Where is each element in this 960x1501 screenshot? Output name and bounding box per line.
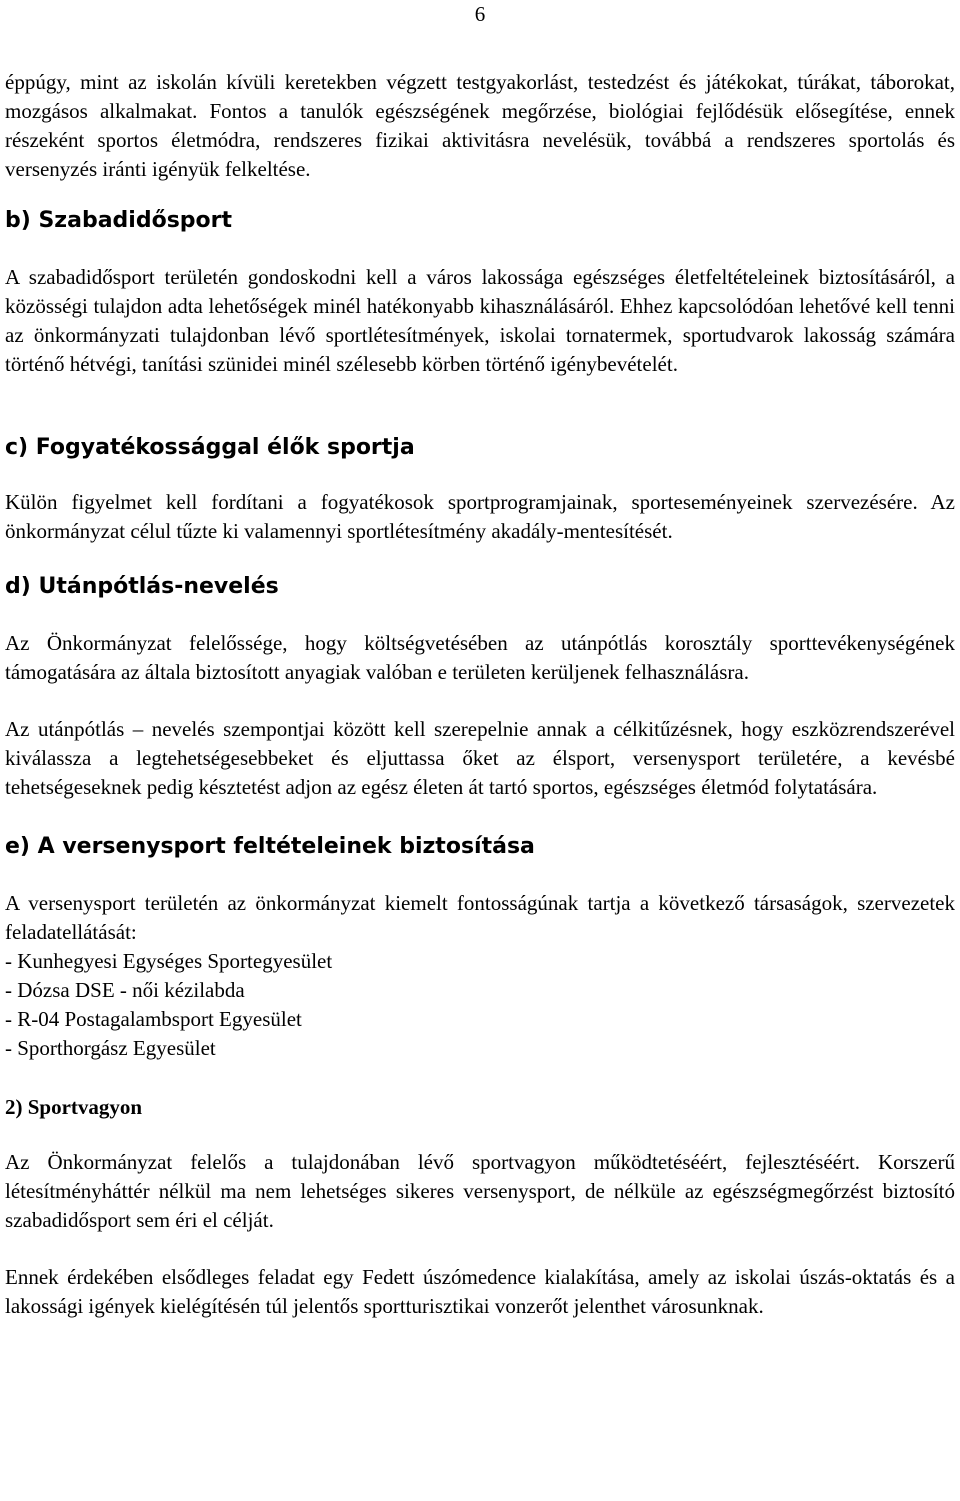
section-2-heading: 2) Sportvagyon bbox=[5, 1095, 143, 1119]
spacer bbox=[5, 1063, 955, 1093]
spacer bbox=[5, 861, 955, 889]
spacer bbox=[5, 546, 955, 572]
page-number: 6 bbox=[474, 2, 486, 26]
section-d-heading: d) Utánpótlás-nevelés bbox=[5, 574, 279, 599]
spacer bbox=[5, 802, 955, 832]
list-item: - R-04 Postagalambsport Egyesület bbox=[5, 1007, 302, 1031]
section-d-paragraph-2: Az utánpótlás – nevelés szempontjai között kell szerepelnie annak a célkitűzésnek, hogy eszközrendszerével kiválassza a legtehetségesebbeket és eljuttassa őket az élsport, versenysport területére, a kevésbé tehetségeseknek pedig késztetést adjon az egész életen át tartó sportos, egészséges életmód folytatására. bbox=[5, 717, 955, 799]
spacer bbox=[5, 601, 955, 629]
organization-list bbox=[5, 947, 955, 1063]
section-b-heading: b) Szabadidősport bbox=[5, 208, 233, 233]
spacer bbox=[5, 184, 955, 206]
list-item: - Sporthorgász Egyesület bbox=[5, 1036, 216, 1060]
spacer bbox=[5, 379, 955, 433]
spacer bbox=[5, 1235, 955, 1263]
section-2-paragraph-1: Az Önkormányzat felelős a tulajdonában lévő sportvagyon működtetéséért, fejlesztéséért. Korszerű létesítményháttér nélkül ma nem lehetséges sikeres versenysport, de nélküle az egészségmegőrzést biztosító szabadidősport sem éri el célját. bbox=[5, 1150, 955, 1232]
section-2-paragraph-2: Ennek érdekében elsődleges feladat egy Fedett úszómedence kialakítása, amely az iskolai úszás-oktatás és a lakossági igények kielégítésén túl jelentős sportturisztikai vonzerőt jelenthet városunknak. bbox=[5, 1265, 955, 1318]
section-c-heading: c) Fogyatékossággal élők sportja bbox=[5, 435, 415, 460]
spacer bbox=[5, 235, 955, 263]
spacer bbox=[5, 1122, 955, 1148]
section-e-heading: e) A versenysport feltételeinek biztosítása bbox=[5, 834, 535, 859]
list-item: - Dózsa DSE - női kézilabda bbox=[5, 978, 245, 1002]
intro-paragraph: éppúgy, mint az iskolán kívüli keretekben végzett testgyakorlást, testedzést és játékokat, túrákat, táborokat, mozgásos alkalmakat. Fontos a tanulók egészségének megőrzése, biológiai fejlődésük elősegítése, ennek részeként sportos életmódra, rendszeres fizikai aktivitásra nevelésük, továbbá a rendszeres sportolás és versenyzés iránti igényük felkeltése. bbox=[5, 70, 955, 181]
list-item: - Kunhegyesi Egységes Sportegyesület bbox=[5, 949, 333, 973]
section-b-paragraph: A szabadidősport területén gondoskodni kell a város lakossága egészséges életfeltételeinek biztosításáról, a közösségi tulajdon adta lehetőségek minél hatékonyabb kihasználásáról. Ehhez kapcsolódóan lehetővé kell tenni az önkormányzati tulajdonban lévő sportlétesítmények, iskolai tornatermek, sportudvarok lakosság számára történő hétvégi, tanítási szünidei minél szélesebb körben történő igénybevételét. bbox=[5, 265, 955, 376]
spacer bbox=[5, 462, 955, 488]
spacer bbox=[5, 687, 955, 715]
document-body bbox=[5, 68, 955, 1321]
section-c-paragraph: Külön figyelmet kell fordítani a fogyatékosok sportprogramjainak, sporteseményeinek szervezésére. Az önkormányzat célul tűzte ki valamennyi sportlétesítmény akadály-mentesítését. bbox=[5, 490, 955, 543]
section-d-paragraph-1: Az Önkormányzat felelőssége, hogy költségvetésében az utánpótlás korosztály sporttevékenységének támogatására az általa biztosított anyagiak valóban e területen kerüljenek felhasználásra. bbox=[5, 631, 955, 684]
section-e-paragraph: A versenysport területén az önkormányzat kiemelt fontosságúnak tartja a következő társaságok, szervezetek feladatellátását: bbox=[5, 891, 955, 944]
